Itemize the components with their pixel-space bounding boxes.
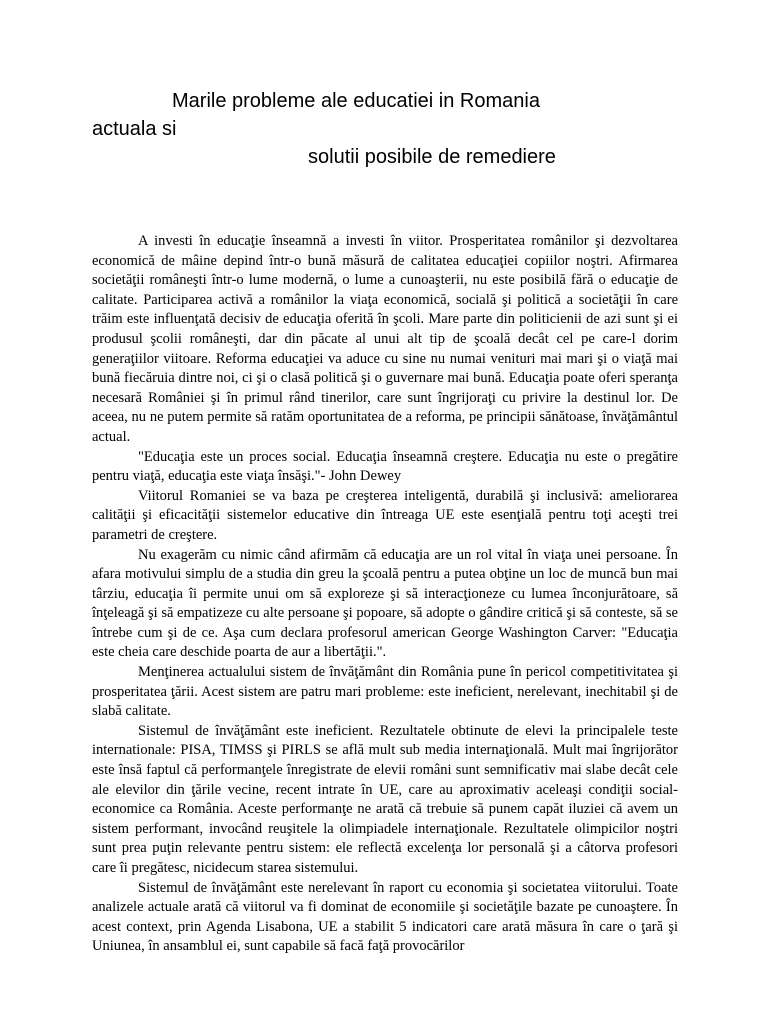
- title-line-2: actuala si: [92, 118, 177, 140]
- paragraph: Sistemul de învăţământ este ineficient. Rezultatele obtinute de elevi la principalele teste internationale: PISA, TIMSS şi PIRLS se află mult sub media internaţională. Mult mai îngrijorător este însă faptul că performanţele înregistrate de elevii români sunt semnificativ mai slabe decât cele ale elevilor din ţările vecine, recent intrate în UE, care au aproximativ aceleaşi condiţii social-economice ca România. Aceste performanţe ne arată că trebuie să punem capăt iluziei că avem un sistem performant, invocând reuşitele la olimpiadele internaţionale. Rezultatele olimpicilor noştri sunt prea puţin relevante pentru sistem: ele reflectă excelenţa lor personală şi a câtorva profesori care îi pregătesc, nicidecum starea sistemului.: [92, 722, 678, 876]
- title-line-1: Marile probleme ale educatiei in Romania: [172, 90, 540, 112]
- paragraph: A investi în educaţie înseamnă a investi în viitor. Prosperitatea românilor şi dezvoltarea economică de mâine depind într-o bună măsură de calitatea educaţiei copiilor noştri. Afirmarea societăţii româneşti într-o lume modernă, o lume a cunoaşterii, nu este posibilă fără o educaţie de calitate. Participarea activă a românilor la viaţa economică, socială şi politică a societăţii în care trăim este influenţată decisiv de educaţia oferită în şcoli. Mare parte din politicienii de azi sunt şi ei produsul şcolii româneşti, dar din păcate al unui alt tip de şcoală decât cel pe care-l dorim generaţiilor viitoare. Reforma educaţiei va aduce cu sine nu numai venituri mai mari şi o viaţă mai bună fiecăruia dintre noi, ci şi o clasă politică şi o guvernare mai bună. Educaţia poate oferi speranţa necesară României şi în primul rând tinerilor, care sunt îngrijoraţi cu privire la destinul lor. De aceea, nu ne putem permite să ratăm oportunitatea de a reforma, pe principii sănătoase, învăţământul actual.: [92, 233, 678, 445]
- paragraph: Sistemul de învăţământ este nerelevant în raport cu economia şi societatea viitorului. Toate analizele actuale arată că viitorul va fi dominat de economiile şi societăţile bazate pe cunoaştere. În acest context, prin Agenda Lisabona, UE a stabilit 5 indicatori care arată măsura în care o ţară şi Uniunea, în ansamblul ei, sunt capabile să facă faţă provocărilor: [92, 879, 678, 955]
- paragraph: Viitorul Romaniei se va baza pe creşterea inteligentă, durabilă şi inclusivă: ameliorarea calităţii şi eficacităţii sistemelor educative din întreaga UE este esenţială pentru toţi aceşti trei parametri de creştere.: [92, 487, 678, 543]
- paragraph: Menţinerea actualului sistem de învăţământ din România pune în pericol competitivitatea şi prosperitatea ţării. Acest sistem are patru mari probleme: este ineficient, nerelevant, inechitabil şi de slabă calitate.: [92, 664, 678, 720]
- document-body: [92, 232, 678, 957]
- paragraph: Nu exagerăm cu nimic când afirmăm că educaţia are un rol vital în viaţa unei persoane. În afara motivului simplu de a studia din greu la şcoală pentru a putea obţine un loc de muncă bun mai târziu, educaţia îi permite unui om să exploreze şi să interacţioneze cu lumea înconjurătoare, să înţeleagă şi să empatizeze cu alte persoane şi popoare, să adopte o gândire critică şi să conteste, să se întrebe cum şi de ce. Aşa cum declara profesorul american George Washington Carver: "Educaţia este cheia care deschide poarta de aur a libertăţii.".: [92, 546, 678, 661]
- title-line-3: solutii posibile de remediere: [308, 146, 556, 168]
- paragraph: "Educaţia este un proces social. Educaţia înseamnă creştere. Educaţia nu este o pregătire pentru viaţă, educaţia este viaţa însăşi."- John Dewey: [92, 448, 678, 485]
